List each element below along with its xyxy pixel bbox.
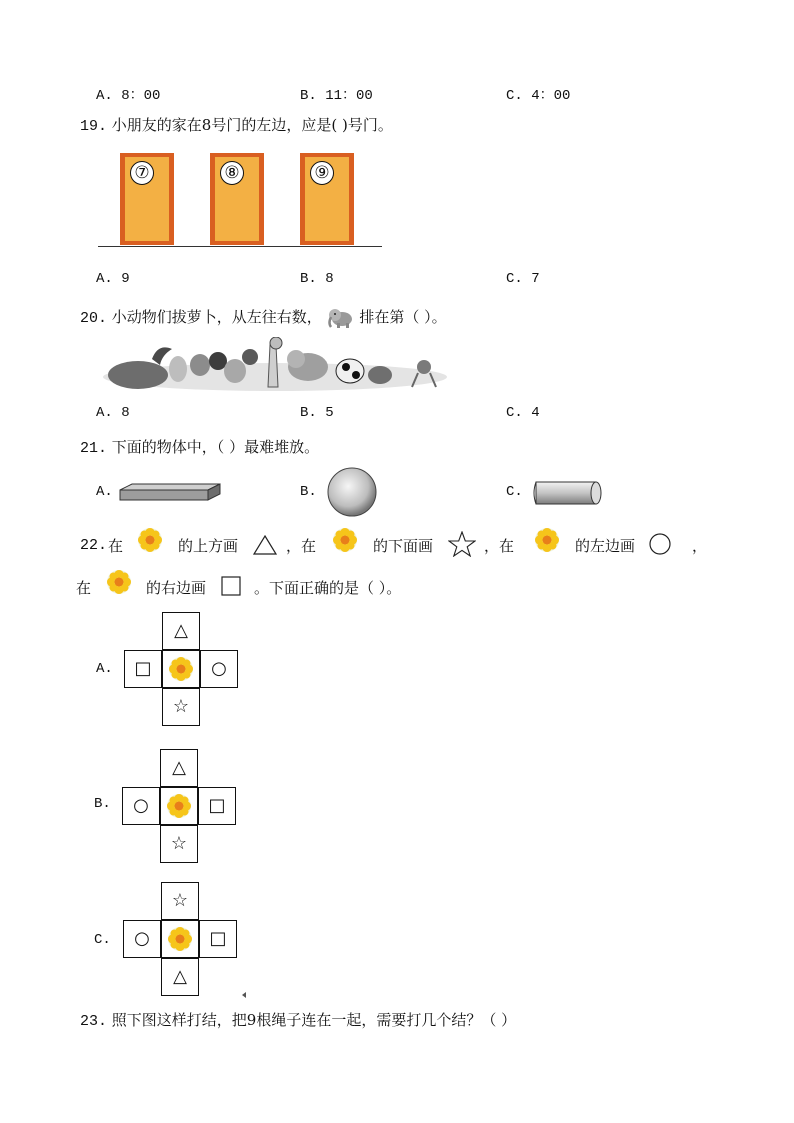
cell-bottom: ☆ [160, 825, 198, 863]
q22-text-10: 。下面正确的是（ ）。 [254, 579, 402, 597]
cell-right: □ [199, 920, 237, 958]
q22-number: 22. [80, 537, 108, 554]
q21-text: 下面的物体中，（ ）最难堆放。 [111, 438, 320, 456]
door-7 [120, 153, 174, 245]
q22-text-8: 在 [76, 579, 92, 597]
q20-option-b[interactable]: B. 5 [300, 405, 334, 421]
flower-icon [168, 656, 194, 682]
door-number: ⑧ [220, 161, 244, 185]
flower-icon [166, 793, 192, 819]
star-icon [448, 531, 476, 557]
small-arrow-icon [242, 992, 246, 998]
q22-option-b[interactable]: B. [94, 796, 111, 812]
cell-left: ○ [123, 920, 161, 958]
flower-icon [167, 926, 193, 952]
q19-question [80, 114, 393, 135]
q20-question [80, 306, 447, 329]
cell-bottom: △ [161, 958, 199, 996]
cylinder-icon [532, 478, 604, 508]
q20-option-c[interactable]: C. 4 [506, 405, 540, 421]
q21-option-b[interactable]: B. [300, 484, 317, 500]
q20-option-a[interactable]: A. 8 [96, 405, 130, 421]
q22-text-5: ，在 [484, 537, 515, 555]
q20-number: 20. [80, 310, 108, 327]
q22-text-4: 的下面画 [373, 537, 434, 555]
q21-option-c[interactable]: C. [506, 484, 523, 500]
q19-option-b[interactable]: B. 8 [300, 271, 334, 287]
q22-text-6: 的左边画 [575, 537, 636, 555]
q22-option-a[interactable]: A. [96, 661, 113, 677]
cell-bottom: ☆ [162, 688, 200, 726]
sphere-icon [326, 466, 378, 518]
q22-text-3: ，在 [286, 537, 317, 555]
q22-text-1: 在 [108, 537, 124, 555]
cell-top: △ [160, 749, 198, 787]
circle-icon [648, 532, 672, 556]
triangle-icon [252, 534, 278, 556]
q23-text: 照下图这样打结，把9根绳子连在一起，需要打几个结？（ ） [111, 1011, 517, 1029]
q23-number: 23. [80, 1013, 108, 1030]
cell-right: ○ [200, 650, 238, 688]
elephant-icon [327, 307, 355, 329]
cell-right: □ [198, 787, 236, 825]
q22-option-c[interactable]: C. [94, 932, 111, 948]
cell-top: △ [162, 612, 200, 650]
q18-option-c[interactable]: C. 4：00 [506, 88, 571, 104]
q22-text-2: 的上方画 [178, 537, 239, 555]
door-8 [210, 153, 264, 245]
q22-text-9: 的右边画 [146, 579, 207, 597]
animals-pulling-radish-image [100, 337, 450, 395]
ground-line [98, 246, 382, 247]
q20-text-before: 小动物们拔萝卜，从左往右数， [111, 308, 322, 326]
door-number: ⑨ [310, 161, 334, 185]
q21-question [80, 436, 319, 457]
cell-center [161, 920, 199, 958]
q22-text-7: ， [692, 537, 708, 555]
q19-text: 小朋友的家在8号门的左边，应是( )号门。 [111, 116, 393, 134]
cell-center [162, 650, 200, 688]
door-number: ⑦ [130, 161, 154, 185]
q19-option-c[interactable]: C. 7 [506, 271, 540, 287]
flower-icon [106, 569, 132, 595]
q19-number: 19. [80, 118, 108, 135]
cell-left: □ [124, 650, 162, 688]
cell-center [160, 787, 198, 825]
square-icon [220, 575, 242, 597]
q20-text-after: 排在第（ ）。 [359, 308, 447, 326]
q23-question [80, 1009, 516, 1030]
cell-top: ☆ [161, 882, 199, 920]
flower-icon [137, 527, 163, 553]
cell-left: ○ [122, 787, 160, 825]
q19-option-a[interactable]: A. 9 [96, 271, 130, 287]
q21-option-a[interactable]: A. [96, 484, 113, 500]
q18-option-b[interactable]: B. 11：00 [300, 88, 373, 104]
q21-number: 21. [80, 440, 108, 457]
cuboid-icon [118, 482, 224, 504]
flower-icon [534, 527, 560, 553]
q18-option-a[interactable]: A. 8：00 [96, 88, 161, 104]
flower-icon [332, 527, 358, 553]
door-9 [300, 153, 354, 245]
